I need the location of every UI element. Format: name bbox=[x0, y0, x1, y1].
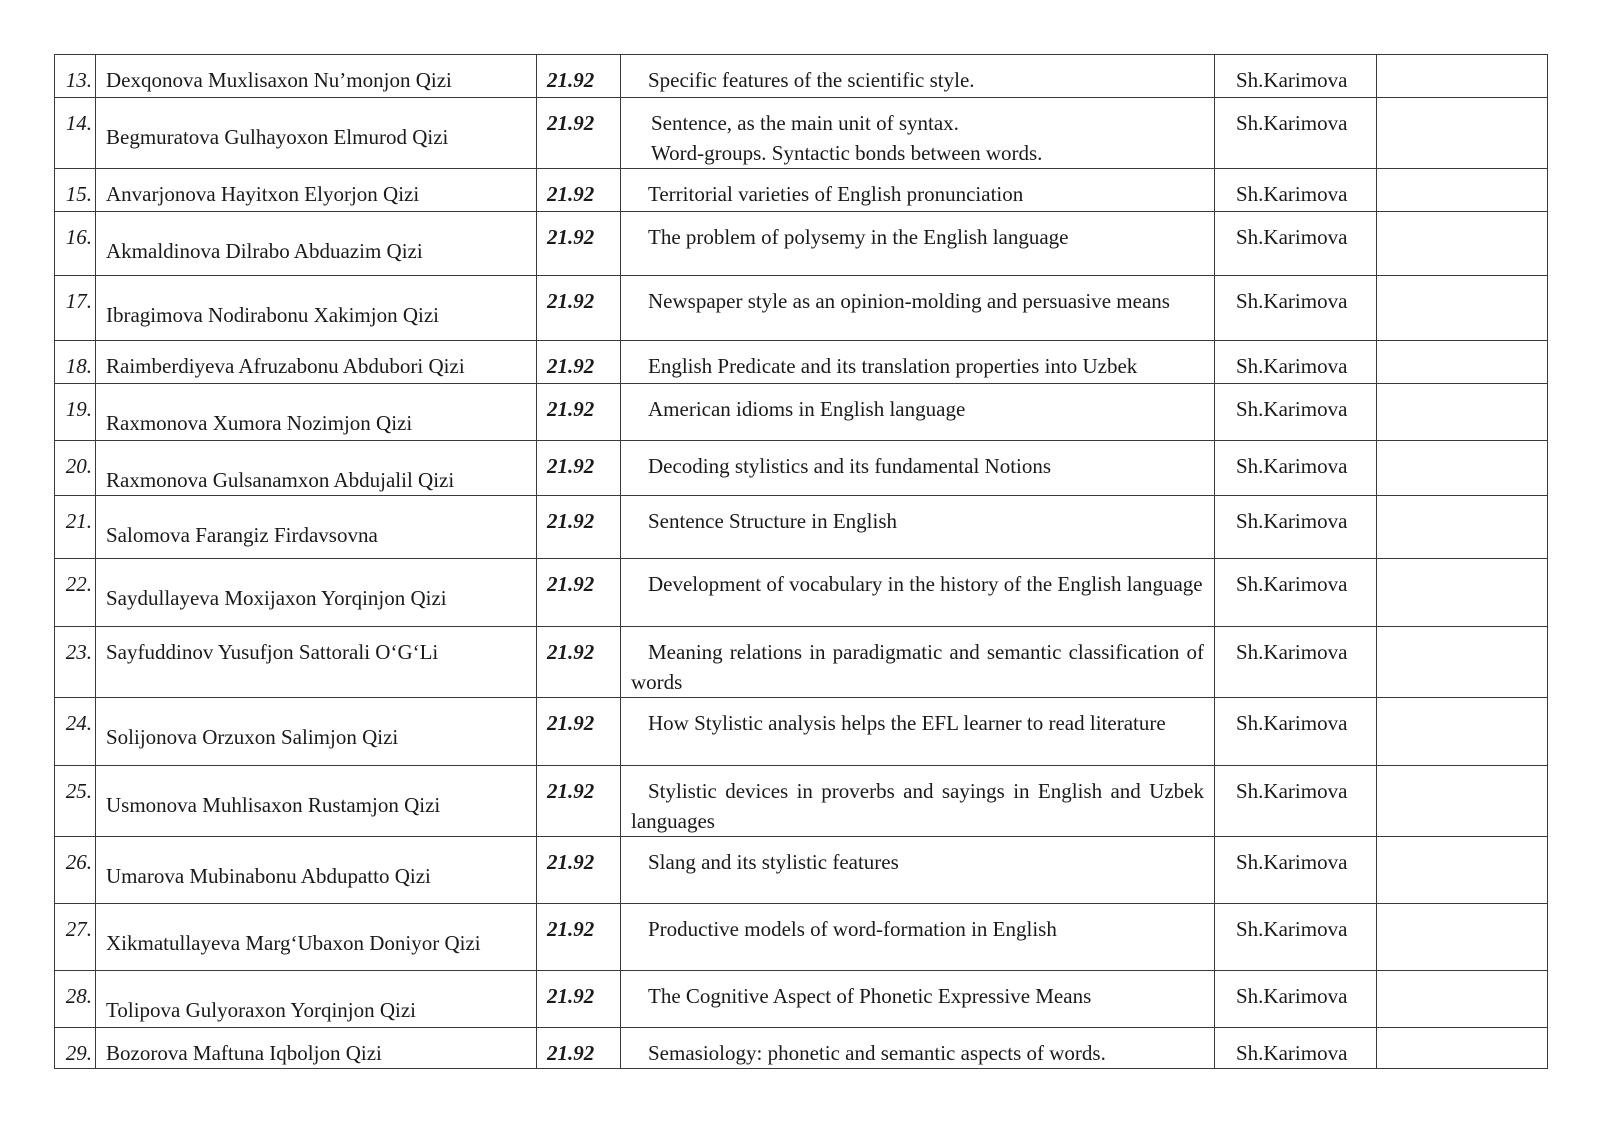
empty-cell bbox=[1377, 766, 1548, 837]
table-row bbox=[55, 698, 1548, 766]
row-number: 15. bbox=[55, 169, 96, 212]
student-name: Saydullayeva Moxijaxon Yorqinjon Qizi bbox=[106, 586, 447, 610]
group-code: 21.92 bbox=[537, 55, 621, 98]
topic-text: Meaning relations in paradigmatic and semantic classification of words bbox=[631, 640, 1204, 694]
topic-text: Semasiology: phonetic and semantic aspects of words. bbox=[648, 1041, 1106, 1065]
student-name: Solijonova Orzuxon Salimjon Qizi bbox=[106, 725, 399, 749]
empty-cell bbox=[1377, 441, 1548, 496]
empty-cell bbox=[1377, 559, 1548, 627]
student-name: Tolipova Gulyoraxon Yorqinjon Qizi bbox=[106, 998, 417, 1022]
table-row bbox=[55, 341, 1548, 384]
topic-text: The problem of polysemy in the English language bbox=[648, 225, 1069, 249]
row-number: 18. bbox=[55, 341, 96, 384]
student-name: Raxmonova Gulsanamxon Abdujalil Qizi bbox=[106, 468, 455, 492]
table-row bbox=[55, 904, 1548, 971]
student-name-cell bbox=[96, 169, 537, 212]
topic-cell bbox=[621, 559, 1215, 627]
topic-cell bbox=[621, 904, 1215, 971]
empty-cell bbox=[1377, 627, 1548, 698]
supervisor: Sh.Karimova bbox=[1215, 837, 1377, 904]
topic-cell bbox=[621, 98, 1215, 169]
student-name-cell bbox=[96, 276, 537, 341]
group-code: 21.92 bbox=[537, 837, 621, 904]
student-name: Dexqonova Muxlisaxon Nu’monjon Qizi bbox=[106, 68, 452, 92]
empty-cell bbox=[1377, 837, 1548, 904]
table-row bbox=[55, 384, 1548, 441]
student-name: Umarova Mubinabonu Abdupatto Qizi bbox=[106, 864, 431, 888]
topic-cell bbox=[621, 341, 1215, 384]
group-code: 21.92 bbox=[537, 212, 621, 276]
supervisor: Sh.Karimova bbox=[1215, 98, 1377, 169]
topic-cell bbox=[621, 627, 1215, 698]
row-number: 27. bbox=[55, 904, 96, 971]
topic-text: The Cognitive Aspect of Phonetic Expressive Means bbox=[648, 984, 1092, 1008]
student-name-cell bbox=[96, 441, 537, 496]
empty-cell bbox=[1377, 1028, 1548, 1069]
student-name: Usmonova Muhlisaxon Rustamjon Qizi bbox=[106, 793, 441, 817]
supervisor: Sh.Karimova bbox=[1215, 384, 1377, 441]
table-row bbox=[55, 169, 1548, 212]
student-name: Begmuratova Gulhayoxon Elmurod Qizi bbox=[106, 125, 449, 149]
table-row bbox=[55, 276, 1548, 341]
group-code: 21.92 bbox=[537, 169, 621, 212]
student-name-cell bbox=[96, 698, 537, 766]
student-name-cell bbox=[96, 837, 537, 904]
topic-cell bbox=[621, 837, 1215, 904]
group-code: 21.92 bbox=[537, 559, 621, 627]
student-topic-table bbox=[54, 54, 1548, 1069]
table-row bbox=[55, 212, 1548, 276]
supervisor: Sh.Karimova bbox=[1215, 276, 1377, 341]
topic-cell bbox=[621, 698, 1215, 766]
student-name: Anvarjonova Hayitxon Elyorjon Qizi bbox=[106, 182, 420, 206]
student-name-cell bbox=[96, 971, 537, 1028]
row-number: 16. bbox=[55, 212, 96, 276]
empty-cell bbox=[1377, 169, 1548, 212]
student-name: Sayfuddinov Yusufjon Sattorali O‘G‘Li bbox=[106, 640, 439, 664]
topic-cell bbox=[621, 384, 1215, 441]
empty-cell bbox=[1377, 212, 1548, 276]
topic-cell bbox=[621, 55, 1215, 98]
row-number: 17. bbox=[55, 276, 96, 341]
table-row bbox=[55, 971, 1548, 1028]
student-name: Akmaldinova Dilrabo Abduazim Qizi bbox=[106, 239, 423, 263]
row-number: 19. bbox=[55, 384, 96, 441]
topic-text: Productive models of word-formation in English bbox=[648, 917, 1057, 941]
row-number: 24. bbox=[55, 698, 96, 766]
student-name-cell bbox=[96, 766, 537, 837]
row-number: 23. bbox=[55, 627, 96, 698]
group-code: 21.92 bbox=[537, 98, 621, 169]
group-code: 21.92 bbox=[537, 1028, 621, 1069]
student-name: Salomova Farangiz Firdavsovna bbox=[106, 523, 378, 547]
empty-cell bbox=[1377, 384, 1548, 441]
student-name: Raimberdiyeva Afruzabonu Abdubori Qizi bbox=[106, 354, 465, 378]
student-name: Ibragimova Nodirabonu Xakimjon Qizi bbox=[106, 303, 440, 327]
group-code: 21.92 bbox=[537, 384, 621, 441]
empty-cell bbox=[1377, 98, 1548, 169]
empty-cell bbox=[1377, 904, 1548, 971]
table-row bbox=[55, 837, 1548, 904]
table-row bbox=[55, 766, 1548, 837]
topic-text: Development of vocabulary in the history of the English language bbox=[648, 572, 1203, 596]
topic-text: American idioms in English language bbox=[648, 397, 966, 421]
topic-text: English Predicate and its translation properties into Uzbek bbox=[648, 354, 1138, 378]
group-code: 21.92 bbox=[537, 904, 621, 971]
supervisor: Sh.Karimova bbox=[1215, 55, 1377, 98]
empty-cell bbox=[1377, 276, 1548, 341]
row-number: 28. bbox=[55, 971, 96, 1028]
topic-cell bbox=[621, 496, 1215, 559]
student-name-cell bbox=[96, 1028, 537, 1069]
group-code: 21.92 bbox=[537, 441, 621, 496]
table-body bbox=[55, 55, 1548, 1069]
supervisor: Sh.Karimova bbox=[1215, 1028, 1377, 1069]
topic-text: Newspaper style as an opinion-molding and persuasive means bbox=[648, 289, 1170, 313]
table-row bbox=[55, 496, 1548, 559]
topic-cell bbox=[621, 766, 1215, 837]
supervisor: Sh.Karimova bbox=[1215, 559, 1377, 627]
table-row bbox=[55, 441, 1548, 496]
empty-cell bbox=[1377, 55, 1548, 98]
group-code: 21.92 bbox=[537, 341, 621, 384]
topic-cell bbox=[621, 441, 1215, 496]
student-name-cell bbox=[96, 55, 537, 98]
group-code: 21.92 bbox=[537, 698, 621, 766]
group-code: 21.92 bbox=[537, 496, 621, 559]
supervisor: Sh.Karimova bbox=[1215, 904, 1377, 971]
student-name-cell bbox=[96, 559, 537, 627]
student-name-cell bbox=[96, 496, 537, 559]
group-code: 21.92 bbox=[537, 971, 621, 1028]
topic-text: Sentence Structure in English bbox=[648, 509, 898, 533]
topic-text: How Stylistic analysis helps the EFL learner to read literature bbox=[648, 711, 1166, 735]
supervisor: Sh.Karimova bbox=[1215, 971, 1377, 1028]
table-row bbox=[55, 55, 1548, 98]
student-name-cell bbox=[96, 904, 537, 971]
table-row bbox=[55, 98, 1548, 169]
student-name: Raxmonova Xumora Nozimjon Qizi bbox=[106, 411, 413, 435]
empty-cell bbox=[1377, 698, 1548, 766]
topic-text: Sentence, as the main unit of syntax. bbox=[651, 111, 959, 135]
row-number: 29. bbox=[55, 1028, 96, 1069]
table-row bbox=[55, 627, 1548, 698]
row-number: 22. bbox=[55, 559, 96, 627]
student-name-cell bbox=[96, 212, 537, 276]
topic-cell bbox=[621, 276, 1215, 341]
student-name-cell bbox=[96, 98, 537, 169]
row-number: 20. bbox=[55, 441, 96, 496]
topic-text: Decoding stylistics and its fundamental Notions bbox=[648, 454, 1052, 478]
student-name-cell bbox=[96, 627, 537, 698]
supervisor: Sh.Karimova bbox=[1215, 341, 1377, 384]
topic-text: Word-groups. Syntactic bonds between words. bbox=[651, 141, 1043, 165]
group-code: 21.92 bbox=[537, 276, 621, 341]
supervisor: Sh.Karimova bbox=[1215, 698, 1377, 766]
table-row bbox=[55, 559, 1548, 627]
supervisor: Sh.Karimova bbox=[1215, 496, 1377, 559]
group-code: 21.92 bbox=[537, 627, 621, 698]
supervisor: Sh.Karimova bbox=[1215, 766, 1377, 837]
group-code: 21.92 bbox=[537, 766, 621, 837]
topic-text: Specific features of the scientific style. bbox=[648, 68, 975, 92]
row-number: 26. bbox=[55, 837, 96, 904]
row-number: 13. bbox=[55, 55, 96, 98]
empty-cell bbox=[1377, 971, 1548, 1028]
supervisor: Sh.Karimova bbox=[1215, 627, 1377, 698]
supervisor: Sh.Karimova bbox=[1215, 169, 1377, 212]
row-number: 14. bbox=[55, 98, 96, 169]
row-number: 21. bbox=[55, 496, 96, 559]
topic-cell bbox=[621, 212, 1215, 276]
topic-cell bbox=[621, 971, 1215, 1028]
table-row bbox=[55, 1028, 1548, 1069]
empty-cell bbox=[1377, 341, 1548, 384]
student-name-cell bbox=[96, 341, 537, 384]
supervisor: Sh.Karimova bbox=[1215, 212, 1377, 276]
topic-cell bbox=[621, 1028, 1215, 1069]
topic-cell bbox=[621, 169, 1215, 212]
supervisor: Sh.Karimova bbox=[1215, 441, 1377, 496]
empty-cell bbox=[1377, 496, 1548, 559]
topic-text: Slang and its stylistic features bbox=[648, 850, 899, 874]
row-number: 25. bbox=[55, 766, 96, 837]
topic-text: Territorial varieties of English pronunciation bbox=[648, 182, 1024, 206]
topic-text: Stylistic devices in proverbs and sayings in English and Uzbek languages bbox=[631, 779, 1204, 833]
student-name: Xikmatullayeva Marg‘Ubaxon Doniyor Qizi bbox=[106, 931, 481, 955]
student-name-cell bbox=[96, 384, 537, 441]
student-name: Bozorova Maftuna Iqboljon Qizi bbox=[106, 1041, 382, 1065]
